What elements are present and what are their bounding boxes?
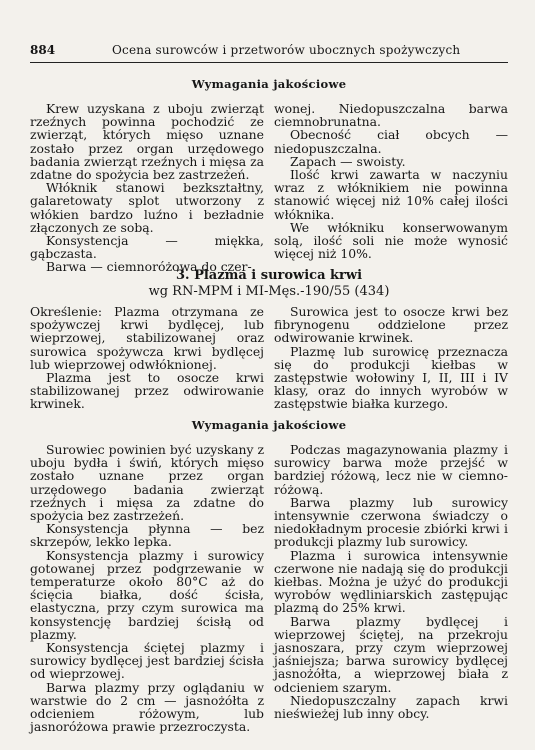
plasma-right-column (274, 305, 508, 411)
paragraph: Konsystencja ściętej plazmy i surowicy bydlęcej jest bardziej ścisła od wieprzowej. (30, 640, 264, 682)
blood-right-column (274, 102, 508, 260)
paragraph: Niedopuszczalny zapach krwi nieświeżej lub inny obcy. (274, 692, 508, 722)
header-rule (30, 62, 508, 63)
paragraph: wonej. Niedopuszczalna barwa ciemnobrunatna. (274, 101, 508, 130)
paragraph: Plazmę lub surowicę przeznacza się do produkcji kiełbas w zastępstwie wołowiny I, II, III i IV klasy, oraz do innych wyrobów w zastępstwie białka kurzego. (274, 343, 508, 412)
plasma-quality-right-column (274, 443, 508, 720)
paragraph: Włóknik stanowi bezkształtny, galaretowaty splot utworzony z włókien bardzo luźno i bezładnie złączonych ze sobą. (30, 180, 264, 235)
paragraph: Surowica jest to osocze krwi bez fibrynogenu oddzielone przez odwirowanie krwinek. (274, 304, 508, 346)
paragraph: Surowiec powinien być uzyskany z uboju bydła i świń, których mięso zostało uznane przez organ urzędowego badania zwierząt rzeźnych i mięsa za zdatne do spożycia bez zastrzeżeń. (30, 442, 264, 524)
blood-left-column (30, 102, 264, 274)
paragraph: Podczas magazynowania plazmy i surowicy barwa może przejść w bardziej różową, lecz nie w ciemno-różową. (274, 442, 508, 497)
paragraph: We włókniku konserwowanym solą, ilość soli nie może wynosić więcej niż 10%. (274, 219, 508, 262)
section-heading-plasma-quality: Wymagania jakościowe (191, 418, 347, 432)
paragraph: Konsystencja płynna — bez skrzepów, lekko lepka. (30, 521, 264, 550)
paragraph: Ilość krwi zawarta w naczyniu wraz z włóknikiem nie powinna stanowić więcej niż 10% całej ilości włóknika. (274, 167, 508, 222)
paragraph: Konsystencja — miękka, gąbczasta. (30, 233, 264, 262)
section-heading-blood-quality: Wymagania jakościowe (191, 77, 347, 91)
plasma-left-column (30, 305, 264, 411)
plasma-quality-left-column (30, 443, 264, 733)
paragraph: Zapach — swoisty. (290, 153, 406, 169)
paragraph: Barwa plazmy bydlęcej i wieprzowej ściętej, na przekroju jasnoszara, przy czym wieprzowej jaśniejsza; barwa surowicy bydlęcej jasnożółta, a wieprzowej biała z odcieniem szarym. (274, 613, 508, 695)
paragraph: Plazma jest to osocze krwi stabilizowanej przez odwirowanie krwinek. (30, 370, 264, 412)
paragraph: Barwa plazmy lub surowicy intensywnie czerwona świadczy o niedokładnym procesie zbiórki krwi i produkcji plazmy lub surowicy. (274, 494, 508, 550)
paragraph: Obecność ciał obcych — niedopuszczalna. (274, 127, 508, 156)
page-number: 884 (30, 43, 56, 57)
paragraph: Plazma i surowica intensywnie czerwone nie nadają się do produkcji kiełbas. Można je użyć do produkcji wyrobów wędliniarskich zastępując plazmą do 25% krwi. (274, 547, 508, 616)
paragraph: Konsystencja plazmy i surowicy gotowanej przez podgrzewanie w temperaturze około 80°C aż do ścięcia białka, dość ścisła, elastyczna, przy czym surowica ma konsystencję bardziej ścisłą od plazmy. (30, 547, 264, 642)
paragraph: Określenie: Plazma otrzymana ze spożywczej krwi bydlęcej, lub wieprzowej, stabilizowanej oraz surowica spożywcza krwi bydlęcej lub wieprzowej odwłóknionej. (30, 304, 264, 372)
paragraph: Barwa — ciemnoróżowa do czer- (46, 259, 252, 275)
paragraph: Barwa plazmy przy oglądaniu w warstwie do 2 cm — jasnożółta z odcieniem różowym, lub jasnoróżowa prawie przezroczysta. (30, 679, 264, 735)
section-subtitle-standard: wg RN-MPM i MI-Męs.-190/55 (434) (148, 284, 390, 299)
paragraph: Krew uzyskana z uboju zwierząt rzeźnych powinna pochodzić ze zwierząt, których mięso uznane zostało przez organ urzędowego badania zwierząt rzeźnych i mięsa za zdatne do spożycia bez zastrzeżeń. (30, 101, 264, 183)
section-title-plasma: 3. Plazma i surowica krwi (175, 268, 363, 283)
running-title: Ocena surowców i przetworów ubocznych spożywczych (112, 43, 461, 57)
